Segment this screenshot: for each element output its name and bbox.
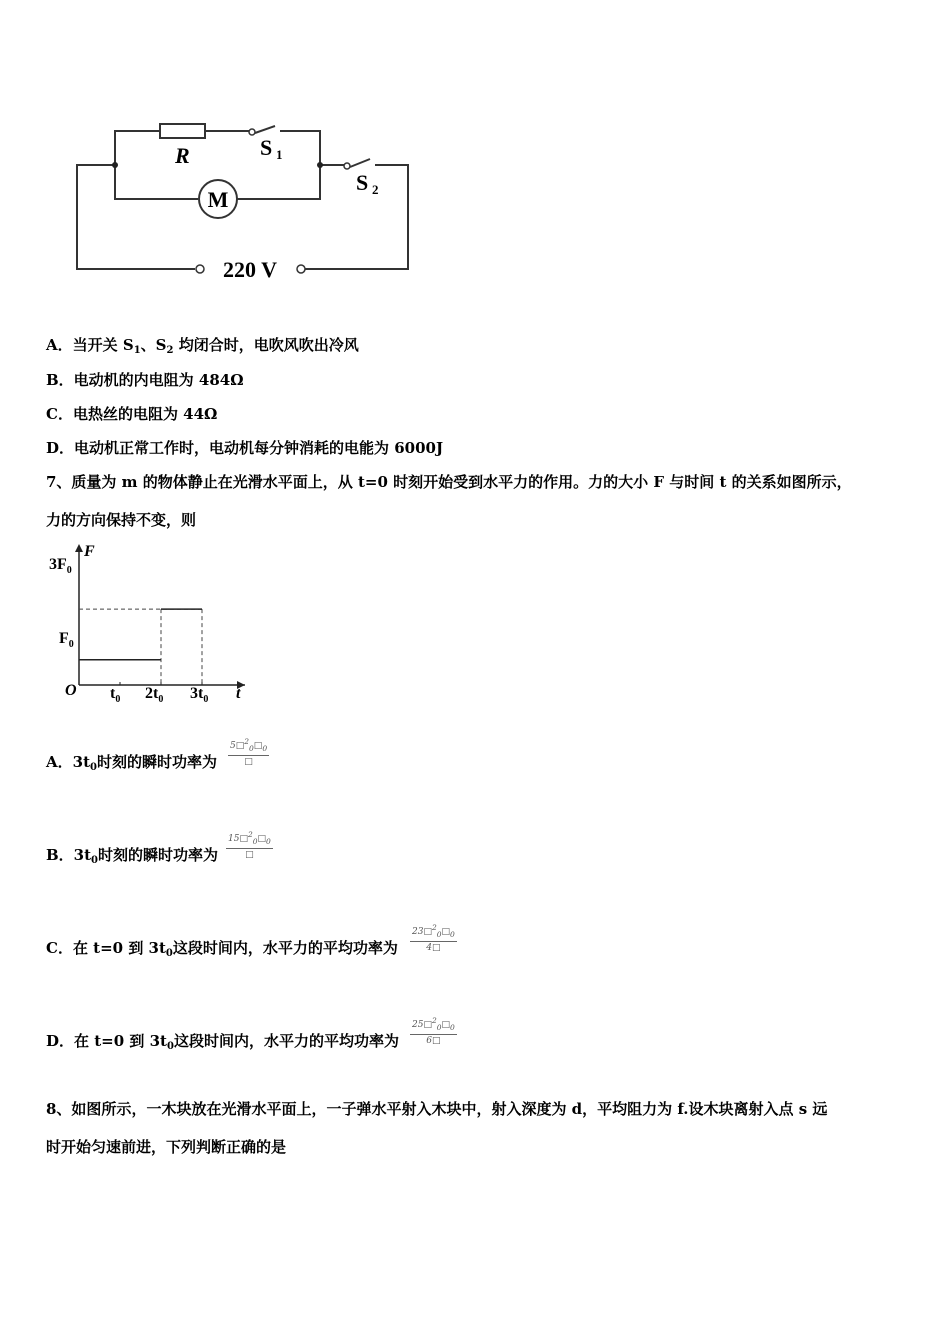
q7-option-b [46,845,218,871]
x-tick-3t0: $3t_0$ [190,685,209,705]
left-junction [112,162,118,168]
q7-option-d-sub: 0 [166,1041,174,1052]
terminal-left [196,265,204,273]
switch-s1-label: S [260,135,273,160]
switch-s1-blade [255,126,275,133]
origin-label: O [65,682,77,699]
q7-option-a-sub: 0 [90,762,97,773]
x-axis-label: t [236,685,241,702]
q7-option-a-rest: 时刻的瞬时功率为 [96,753,217,771]
motor-left-wire [115,165,198,199]
q7-option-b-fraction: $15□^2_0□_0$ □ [228,830,271,860]
q6-option-d: D．电动机正常工作时，电动机每分钟消耗的电能为 6000J [46,439,444,457]
motor-label: M [207,187,229,212]
q6-option-a-mid: 、S [140,336,167,354]
switch-s1-sub: 1 [276,147,283,162]
q7-option-d-rest: 这段时间内，水平力的平均功率为 [173,1032,399,1050]
q7-stem-line1: 7、质量为 m 的物体静止在光滑水平面上，从 t=0 时刻开始受到水平力的作用。力的大小 F 与时间 t 的关系如图所示， [46,473,852,491]
q7-option-c-rest: 这段时间内，水平力的平均功率为 [172,939,398,957]
terminal-right [297,265,305,273]
q7-option-c-fraction: $\frac{23□^2_0□_0}{4□}$ [412,923,455,953]
q6-option-a-sub1: 1 [133,345,141,356]
q7-option-b-text: B．3t [46,846,92,864]
x-tick-t0: $t_0$ [110,685,121,705]
q7-option-a [46,752,217,778]
circuit-diagram [70,115,420,285]
switch-s2-label: S [356,170,369,195]
x-tick-2t0: $2t_0$ [145,685,164,705]
q7-option-a-text: A．3t [46,753,91,771]
q6-option-a [46,335,359,361]
q7-option-a-fraction: $5□^2_0□_0$ □ [230,737,268,767]
force-time-graph [45,538,255,708]
q7-option-d [46,1031,399,1057]
y-tick-3f0: $3F_0$ [49,556,72,576]
right-junction [317,162,323,168]
q6-option-b: B．电动机的内电阻为 484Ω [46,371,244,389]
q7-option-c-text: C．在 t=0 到 3t [46,939,166,957]
q6-option-a-suffix: 均闭合时，电吹风吹出冷风 [173,336,359,354]
q6-option-a-prefix: A．当开关 S [46,336,134,354]
q6-option-a-sub2: 2 [166,345,174,356]
q7-option-b-sub: 0 [91,855,99,866]
y-tick-f0: $F_0$ [59,630,74,650]
switch-s2-contact [344,163,350,169]
resistor [160,124,205,138]
q8-stem-line1: 8、如图所示，一木块放在光滑水平面上，一子弹水平射入木块中，射入深度为 d，平均阻力为 f.设木块离射入点 s 远 [46,1100,828,1118]
y-axis-label: F [84,543,95,560]
voltage-label: 220 V [223,257,277,282]
left-outer-wire [77,165,195,269]
q7-option-d-text: D．在 t=0 到 3t [46,1032,167,1050]
y-axis-arrow [75,544,83,552]
q7-stem-line2: 力的方向保持不变，则 [46,511,197,529]
q7-option-b-rest: 时刻的瞬时功率为 [98,846,219,864]
q8-stem-line2: 时开始匀速前进，下列判断正确的是 [46,1138,287,1156]
top-branch-right-wire [280,131,320,199]
top-branch-left-wire [115,131,160,199]
q6-option-c: C．电热丝的电阻为 44Ω [46,405,218,423]
q7-option-c [46,938,398,964]
motor-right-wire [237,165,345,199]
switch-s2-blade [350,159,370,167]
q7-option-d-fraction: $\frac{25□^2_0□_0}{6□}$ [412,1016,455,1046]
switch-s1-contact [249,129,255,135]
q7-option-c-sub: 0 [165,948,173,959]
resistor-label: R [175,143,190,168]
switch-s2-sub: 2 [372,182,379,197]
